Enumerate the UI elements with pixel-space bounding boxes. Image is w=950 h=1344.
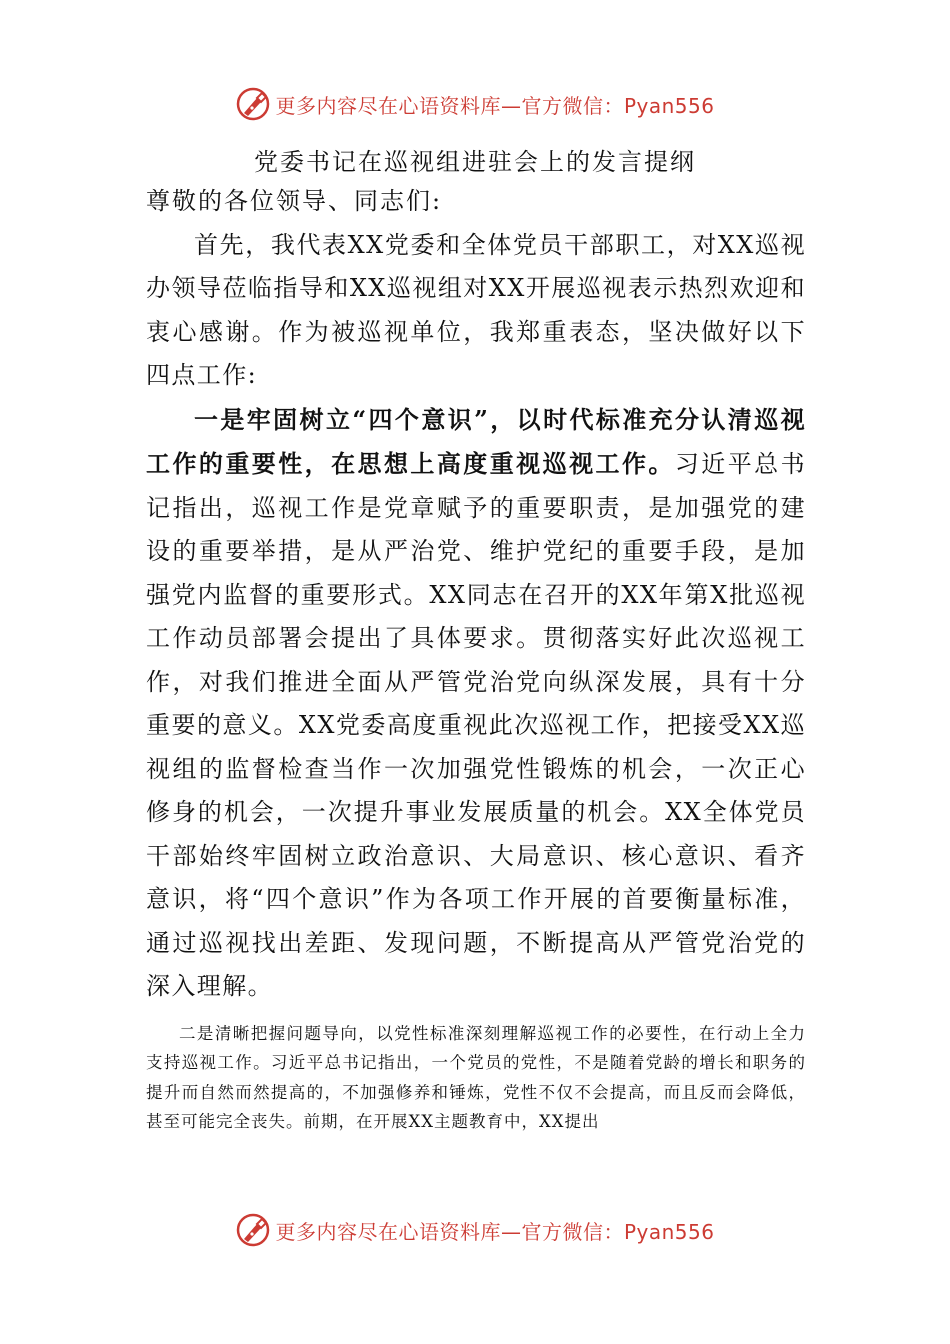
footer-banner [0, 1210, 950, 1250]
document-title: 党委书记在巡视组进驻会上的发言提纲 [254, 148, 696, 176]
intro-paragraph: 首先，我代表XX党委和全体党员干部职工，对XX巡视办领导莅临指导和XX巡视组对XX开展巡视表示热烈欢迎和衷心感谢。作为被巡视单位，我郑重表态，坚决做好以下四点工作: [146, 230, 806, 389]
header-banner-text: 更多内容尽在心语资料库—官方微信：Pyan556 [275, 93, 715, 118]
point-one-paragraph [146, 398, 806, 1009]
pen-nib-logo-icon [235, 1212, 271, 1248]
document-body [146, 180, 806, 1137]
pen-nib-logo-icon [235, 86, 271, 122]
point-one-heading: 一是牢固树立“四个意识”，以时代标准充分认清巡视工作的重要性，在思想上高度重视巡视工作。 [146, 404, 806, 478]
salutation: 尊敬的各位领导、同志们: [146, 187, 443, 215]
header-banner [0, 84, 950, 124]
point-one-body: 习近平总书记指出，巡视工作是党章赋予的重要职责，是加强党的建设的重要举措，是从严治党、维护党纪的重要手段，是加强党内监督的重要形式。XX同志在召开的XX年第X批巡视工作动员部署会提出了具体要求。贯彻落实好此次巡视工作，对我们推进全面从严管党治党向纵深发展，具有十分重要的意义。XX党委高度重视此次巡视工作，把接受XX巡视组的监督检查当作一次加强党性锻炼的机会，一次正心修身的机会，一次提升事业发展质量的机会。XX全体党员干部始终牢固树立政治意识、大局意识、核心意识、看齐意识，将“四个意识”作为各项工作开展的首要衡量标准，通过巡视找出差距、发现问题，不断提高从严管党治党的深入理解。 [146, 450, 807, 1000]
footer-banner-text: 更多内容尽在心语资料库—官方微信：Pyan556 [275, 1219, 715, 1244]
point-two-paragraph: 二是清晰把握问题导向，以党性标准深刻理解巡视工作的必要性，在行动上全力支持巡视工作。习近平总书记指出，一个党员的党性，不是随着党龄的增长和职务的提升而自然而然提高的，不加强修养和锤炼，党性不仅不会提高，而且反而会降低，甚至可能完全丧失。前期，在开展XX主题教育中，XX提出 [146, 1023, 806, 1131]
